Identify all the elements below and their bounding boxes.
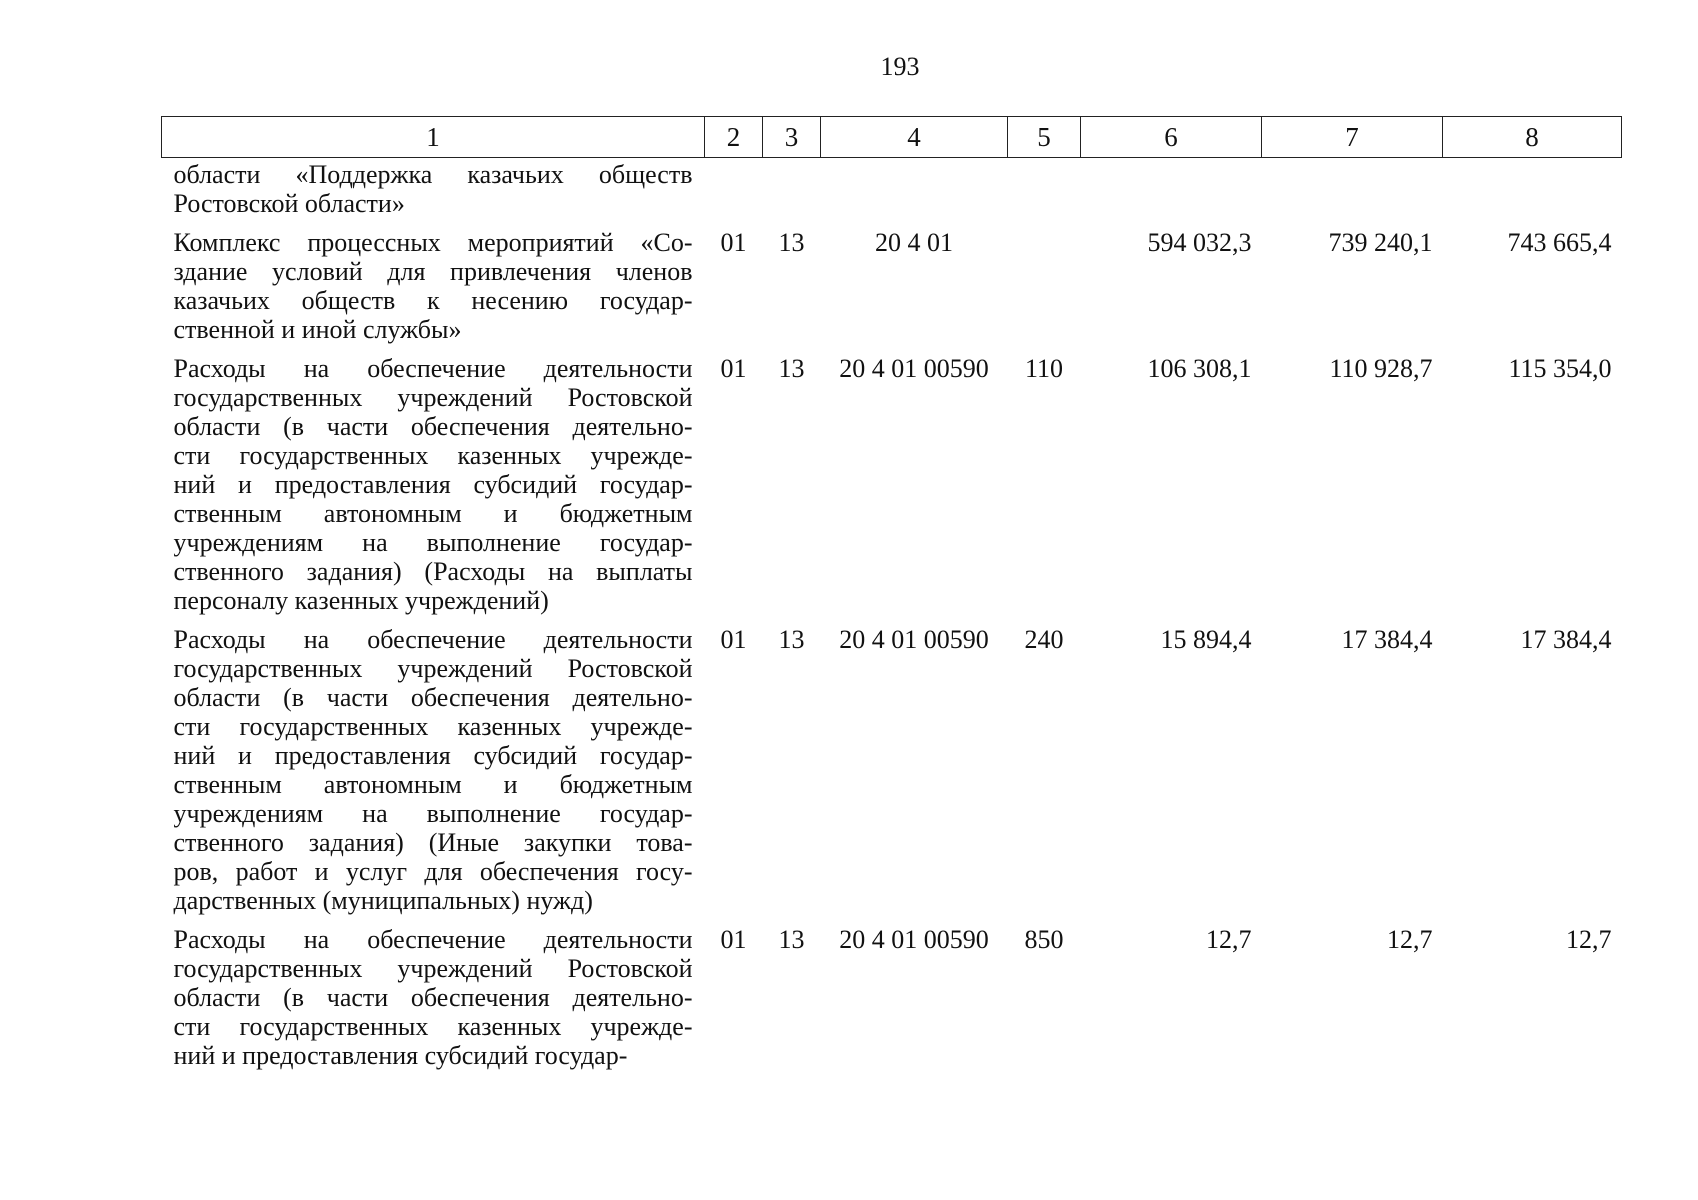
amount-year-1: 594 032,3 [1147,228,1252,257]
description-line: Расходы на обеспечение деятельности [173,925,693,954]
target-article-code: 20 4 01 00590 [839,354,989,383]
amount-year-2: 12,7 [1387,925,1433,954]
header-col-6: 6 [1081,117,1262,158]
row-description [162,625,705,925]
amount-year-3: 12,7 [1566,925,1612,954]
section-code: 01 [720,925,747,954]
subsection-code [763,158,821,229]
subsection-code: 13 [778,228,805,257]
amount-year-1: 15 894,4 [1160,625,1252,654]
header-col-4: 4 [821,117,1008,158]
description-line: дарственных (муниципальных) нужд) [173,886,593,915]
description-line: сти государственных казенных учрежде- [173,1012,693,1041]
description-line: ственного задания) (Иные закупки това- [173,828,693,857]
description-line: учреждениям на выполнение государ- [173,799,693,828]
amount-year-1 [1081,158,1262,229]
amount-year-2 [1262,158,1443,229]
amount-year-3: 743 665,4 [1507,228,1612,257]
section-code: 01 [720,228,747,257]
amount-year-3: 115 354,0 [1508,354,1612,383]
target-article-code [821,158,1008,229]
description-line: ственного задания) (Расходы на выплаты [173,557,693,586]
amount-year-3: 17 384,4 [1520,625,1612,654]
header-col-5: 5 [1008,117,1081,158]
amount-year-3 [1443,158,1622,229]
expense-type-code: 240 [1024,625,1064,654]
description-line: здание условий для привлечения членов [173,257,693,286]
description-line: области (в части обеспечения деятельно- [173,983,693,1012]
description-line: области «Поддержка казачьих обществ [173,160,693,189]
header-col-1: 1 [162,117,705,158]
header-col-3: 3 [763,117,821,158]
expense-type-code [1008,228,1081,354]
section-code: 01 [720,354,747,383]
table-body [162,158,1622,1081]
description-line: сти государственных казенных учрежде- [173,441,693,470]
description-line: ственным автономным и бюджетным [173,770,693,799]
amount-year-1: 106 308,1 [1147,354,1252,383]
expense-type-code: 850 [1024,925,1064,954]
page-number: 193 [880,52,920,81]
description-line: ний и предоставления субсидий государ- [173,1041,628,1070]
description-line: учреждениям на выполнение государ- [173,528,693,557]
header-col-2: 2 [705,117,763,158]
table-row [162,158,1622,229]
row-description [162,354,705,625]
row-description [162,228,705,354]
description-line: ний и предоставления субсидий государ- [173,741,693,770]
amount-year-2: 110 928,7 [1329,354,1433,383]
target-article-code: 20 4 01 00590 [839,925,989,954]
description-line: Расходы на обеспечение деятельности [173,354,693,383]
section-code [705,158,763,229]
description-line: Комплекс процессных мероприятий «Со- [173,228,693,257]
row-description [162,925,705,1080]
budget-table [161,116,1622,1080]
expense-type-code [1008,158,1081,229]
row-description [162,158,705,229]
budget-table-container [161,116,1621,1080]
table-row [162,925,1622,1080]
amount-year-2: 17 384,4 [1341,625,1433,654]
description-line: ственным автономным и бюджетным [173,499,693,528]
header-col-7: 7 [1262,117,1443,158]
description-line: персоналу казенных учреждений) [173,586,549,615]
table-row [162,354,1622,625]
target-article-code: 20 4 01 [875,228,953,257]
table-row [162,625,1622,925]
amount-year-1: 12,7 [1206,925,1252,954]
description-line: сти государственных казенных учрежде- [173,712,693,741]
description-line: Ростовской области» [173,189,405,218]
description-line: области (в части обеспечения деятельно- [173,412,693,441]
subsection-code: 13 [778,354,805,383]
description-line: ственной и иной службы» [173,315,462,344]
header-col-8: 8 [1443,117,1622,158]
description-line: Расходы на обеспечение деятельности [173,625,693,654]
description-line: казачьих обществ к несению государ- [173,286,693,315]
amount-year-2: 739 240,1 [1328,228,1433,257]
subsection-code: 13 [778,625,805,654]
target-article-code: 20 4 01 00590 [839,625,989,654]
table-header-row [162,117,1622,158]
description-line: ров, работ и услуг для обеспечения госу- [173,857,693,886]
description-line: области (в части обеспечения деятельно- [173,683,693,712]
subsection-code: 13 [778,925,805,954]
description-line: государственных учреждений Ростовской [173,383,693,412]
expense-type-code: 110 [1024,354,1064,383]
table-row [162,228,1622,354]
description-line: государственных учреждений Ростовской [173,654,693,683]
section-code: 01 [720,625,747,654]
description-line: ний и предоставления субсидий государ- [173,470,693,499]
description-line: государственных учреждений Ростовской [173,954,693,983]
